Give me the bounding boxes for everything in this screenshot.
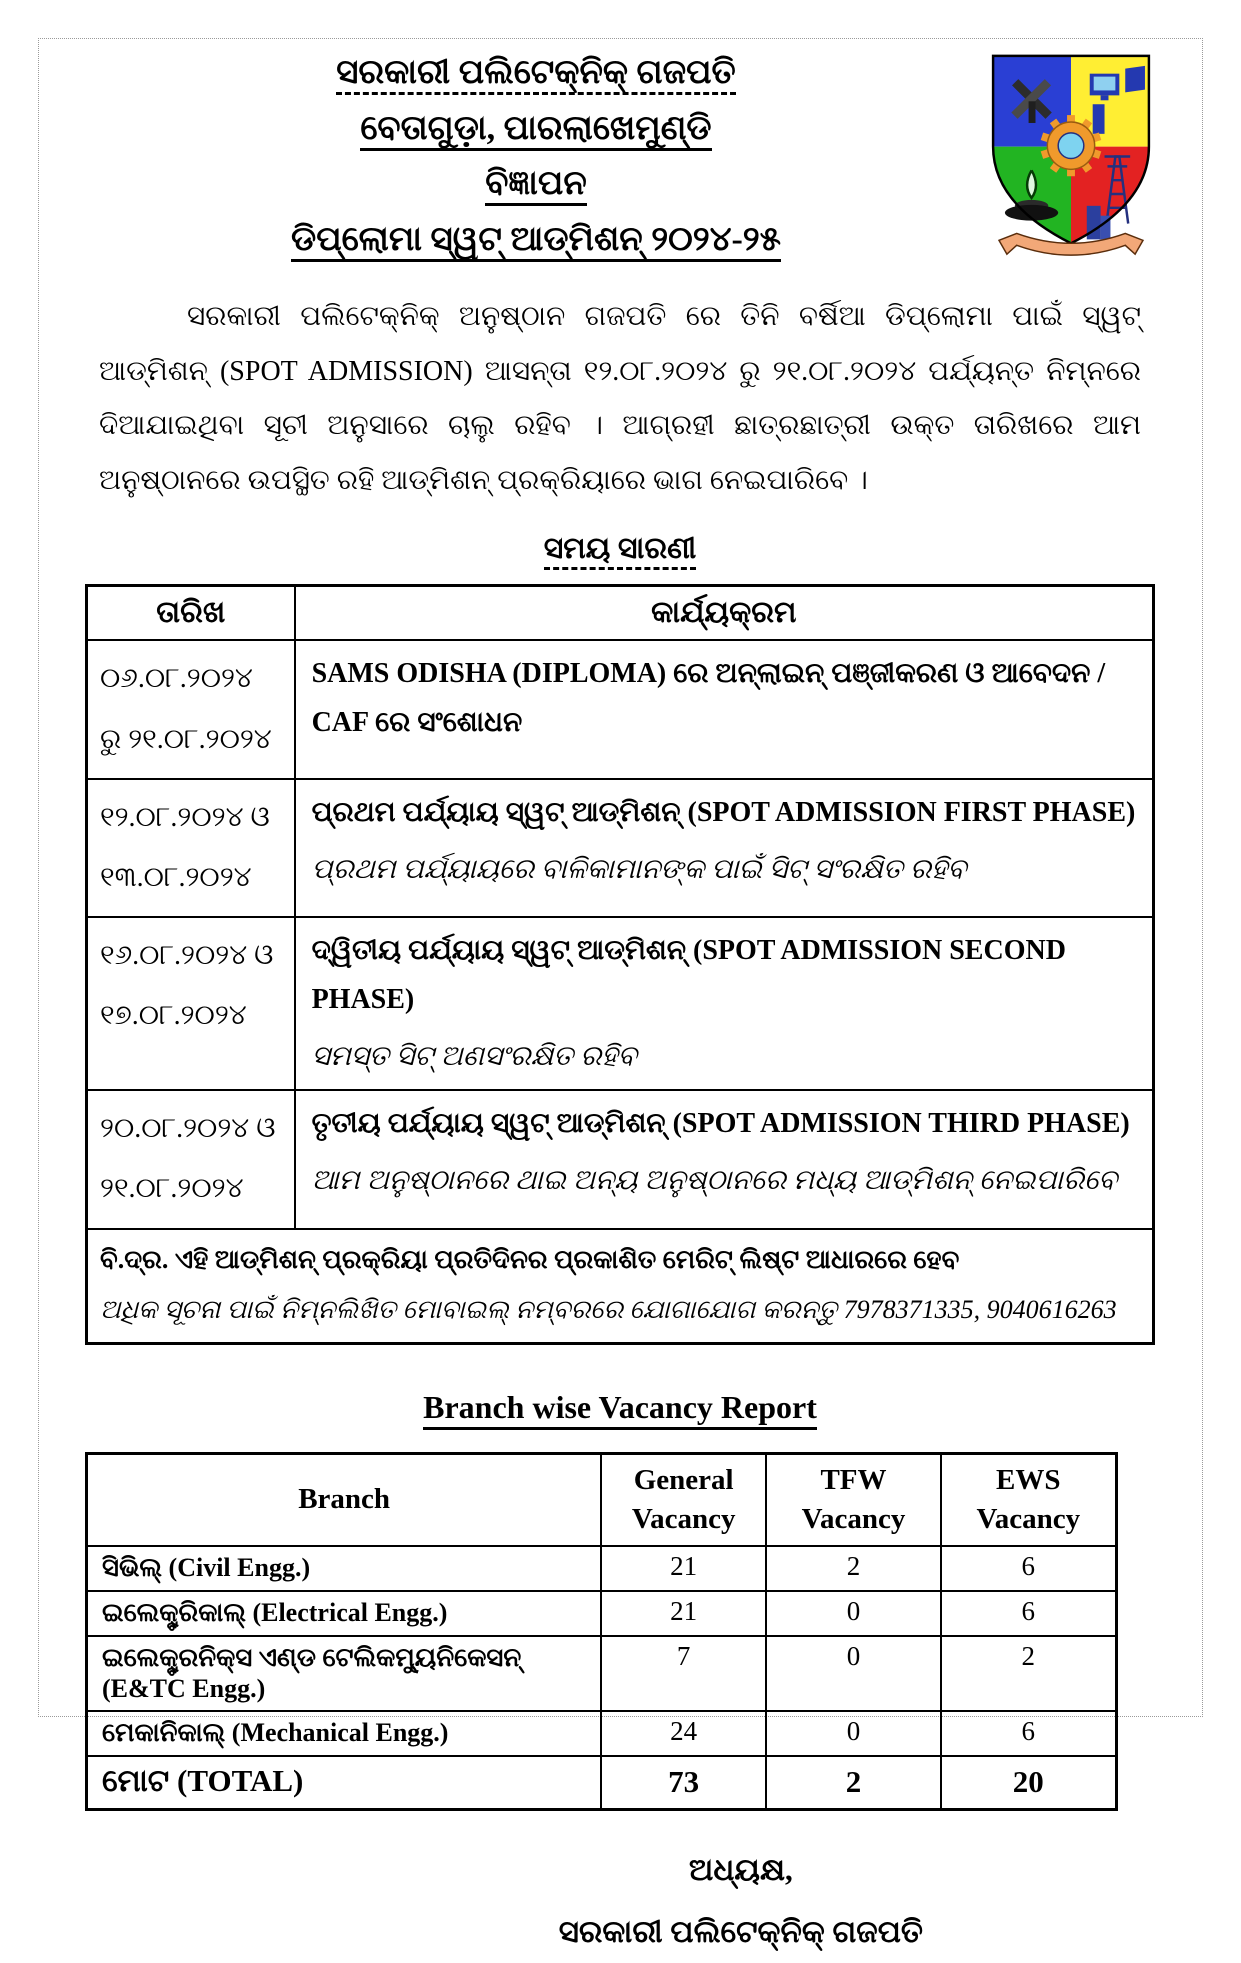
spot-admission-title: ଡିପ୍ଲୋମା ସ୍ୱଟ୍ ଆଡ୍ମିଶନ୍ ୨୦୨୪-୨୫ [85,219,987,262]
date-line: ରୁ ୨୧.୦୮.୨୦୨୪ [100,723,272,755]
table-row [87,1090,1154,1228]
program-note: ଆମ ଅନୁଷ୍ଠାନରେ ଥାଇ ଅନ୍ୟ ଅନୁଷ୍ଠାନରେ ମଧ୍ୟ ଆଡ୍ମିଶନ୍ ନେଇପାରିବେ [311,1165,1118,1197]
header-line: Vacancy [976,1503,1081,1536]
vacancy-col-branch [87,1453,602,1546]
header-line: General [633,1463,734,1496]
header-line: Branch [298,1483,391,1516]
table-row [87,917,1154,1090]
program-main: ଦ୍ୱିତୀୟ ପର୍ଯ୍ୟାୟ ସ୍ୱଟ୍ ଆଡ୍ମିଶନ୍ (SPOT ADMISSION SECOND PHASE) [311,935,1066,1016]
vacancy-header-row [87,1453,1117,1546]
ews-vacancy-value: 6 [941,1591,1116,1636]
table-row [87,1546,1117,1591]
vacancy-table [85,1452,1118,1811]
schedule-heading: ସମୟ ସାରଣୀ [85,532,1155,566]
total-general-value: 73 [601,1756,766,1810]
date-line: ୧୭.୦୮.୨୦୨୪ [100,1000,247,1032]
program-note: ପ୍ରଥମ ପର୍ଯ୍ୟାୟରେ ବାଳିକାମାନଙ୍କ ପାଇଁ ସିଟ୍ ସଂରକ୍ଷିତ ରହିବ [311,853,967,885]
branch-name: ଇଲେକ୍ଟ୍ରିକାଲ୍ (Electrical Engg.) [87,1591,602,1636]
branch-name: ସିଭିଲ୍ (Civil Engg.) [87,1546,602,1591]
general-vacancy-value: 7 [601,1636,766,1711]
institute-name-title: ସରକାରୀ ପଲିଟେକ୍ନିକ୍ ଗଜପତି [85,52,987,95]
schedule-header-row [87,586,1154,641]
general-vacancy-value: 21 [601,1591,766,1636]
schedule-col-date: ତାରିଖ [87,586,295,641]
schedule-date-cell [87,779,295,917]
table-row [87,1636,1117,1711]
general-vacancy-value: 21 [601,1546,766,1591]
table-row [87,1591,1117,1636]
note-line-contact: ଅଧିକ ସୂଚନା ପାଇଁ ନିମ୍ନଲିଖିତ ମୋବାଇଲ୍ ନମ୍ବରରେ ଯୋଗାଯୋଗ କରନ୍ତୁ 7978371335, 9040616263 [100,1294,1117,1324]
ews-vacancy-value: 2 [941,1636,1116,1711]
institute-logo [987,50,1155,270]
schedule-program-cell [295,779,1154,917]
date-line: ୨୧.୦୮.୨୦୨୪ [100,1173,244,1205]
header [85,46,1155,274]
signature-designation: ଅଧ୍ୟକ୍ଷ, [688,1852,793,1888]
note-line-bold: ବି.ଦ୍ର. ଏହି ଆଡ୍ମିଶନ୍ ପ୍ରକ୍ରିୟା ପ୍ରତିଦିନର ପ୍ରକାଶିତ ମେରିଟ୍ ଲିଷ୍ଟ ଆଧାରରେ ହେବ [100,1244,960,1274]
total-label: ମୋଟ (TOTAL) [87,1756,602,1810]
header-line: Vacancy [631,1503,736,1536]
schedule-note-row [87,1229,1154,1344]
title-block [85,46,987,274]
schedule-program-cell [295,917,1154,1090]
branch-name: ମେକାନିକାଲ୍ (Mechanical Engg.) [87,1711,602,1756]
schedule-table [85,584,1155,1345]
schedule-date-cell [87,640,295,778]
header-line: Vacancy [801,1503,906,1536]
header-line: TFW [820,1463,887,1496]
intro-paragraph: ସରକାରୀ ପଲିଟେକ୍ନିକ୍ ଅନୁଷ୍ଠାନ ଗଜପତି ରେ ତିନି ବର୍ଷିଆ ଡିପ୍ଲୋମା ପାଇଁ ସ୍ୱଟ୍ ଆଡ୍ମିଶନ୍ (SPOT ADMISSION) ଆସନ୍ତା ୧୨.୦୮.୨୦୨୪ ରୁ ୨୧.୦୮.୨୦୨୪ ପର୍ଯ୍ୟନ୍ତ ନିମ୍ନରେ ଦିଆଯାଇଥିବା ସୂଚୀ ଅନୁସାରେ ଚାଲୁ ରହିବ । ଆଗ୍ରହୀ ଛାତ୍ରଛାତ୍ରୀ ଉକ୍ତ ତାରିଖରେ ଆମ ଅନୁଷ୍ଠାନରେ ଉପସ୍ଥିତ ରହି ଆଡ୍ମିଶନ୍ ପ୍ରକ୍ରିୟାରେ ଭାଗ ନେଇପାରିବେ । [99,301,1141,496]
general-vacancy-value: 24 [601,1711,766,1756]
header-line: EWS [996,1463,1061,1496]
program-main: ପ୍ରଥମ ପର୍ଯ୍ୟାୟ ସ୍ୱଟ୍ ଆଡ୍ମିଶନ୍ (SPOT ADMISSION FIRST PHASE) [311,796,1136,828]
table-row [87,779,1154,917]
tfw-vacancy-value: 2 [766,1546,941,1591]
tfw-vacancy-value: 0 [766,1636,941,1711]
program-main: ତୃତୀୟ ପର୍ଯ୍ୟାୟ ସ୍ୱଟ୍ ଆଡ୍ମିଶନ୍ (SPOT ADMISSION THIRD PHASE) [311,1108,1130,1140]
branch-name: ଇଲେକ୍ଟ୍ରନିକ୍ସ ଏଣ୍ଡ ଟେଲିକମ୍ୟୁନିକେସନ୍ (E&TC Engg.) [87,1636,602,1711]
schedule-date-cell [87,917,295,1090]
program-note: ସମସ୍ତ ସିଟ୍ ଅଣସଂରକ୍ଷିତ ରହିବ [311,1041,637,1073]
date-line: ୧୨.୦୮.୨୦୨୪ ଓ [100,801,270,833]
table-row [87,640,1154,778]
schedule-note-cell [87,1229,1154,1344]
vacancy-total-row [87,1756,1117,1810]
institute-address-title: ବେତାଗୁଡ଼ା, ପାରଲାଖେମୁଣ୍ଡି [85,108,987,151]
vacancy-col-general [601,1453,766,1546]
date-line: ୧୩.୦୮.୨୦୨୪ [100,861,252,893]
schedule-date-cell [87,1090,295,1228]
tfw-vacancy-value: 0 [766,1711,941,1756]
signature-block [559,1839,923,1963]
vacancy-report-title: Branch wise Vacancy Report [85,1389,1155,1426]
vacancy-col-ews [941,1453,1116,1546]
schedule-program-cell [295,1090,1154,1228]
date-line: ୦୬.୦୮.୨୦୨୪ [100,663,253,695]
schedule-col-program: କାର୍ଯ୍ୟକ୍ରମ [295,586,1154,641]
tfw-vacancy-value: 0 [766,1591,941,1636]
schedule-program-cell [295,640,1154,778]
table-row [87,1711,1117,1756]
total-ews-value: 20 [941,1756,1116,1810]
advertisement-title: ବିଜ୍ଞାପନ [85,163,987,206]
vacancy-col-tfw [766,1453,941,1546]
total-tfw-value: 2 [766,1756,941,1810]
program-main: SAMS ODISHA (DIPLOMA) ରେ ଅନ୍ଲାଇନ୍ ପଞ୍ଜୀକରଣ ଓ ଆବେଦନ / CAF ରେ ସଂଶୋଧନ [311,658,1106,739]
date-line: ୨୦.୦୮.୨୦୨୪ ଓ [100,1113,276,1145]
date-line: ୧୬.୦୮.୨୦୨୪ ଓ [100,940,274,972]
institute-crest-icon [987,50,1155,265]
signature-institute: ସରକାରୀ ପଲିଟେକ୍ନିକ୍ ଗଜପତି [558,1914,923,1950]
ews-vacancy-value: 6 [941,1546,1116,1591]
ews-vacancy-value: 6 [941,1711,1116,1756]
